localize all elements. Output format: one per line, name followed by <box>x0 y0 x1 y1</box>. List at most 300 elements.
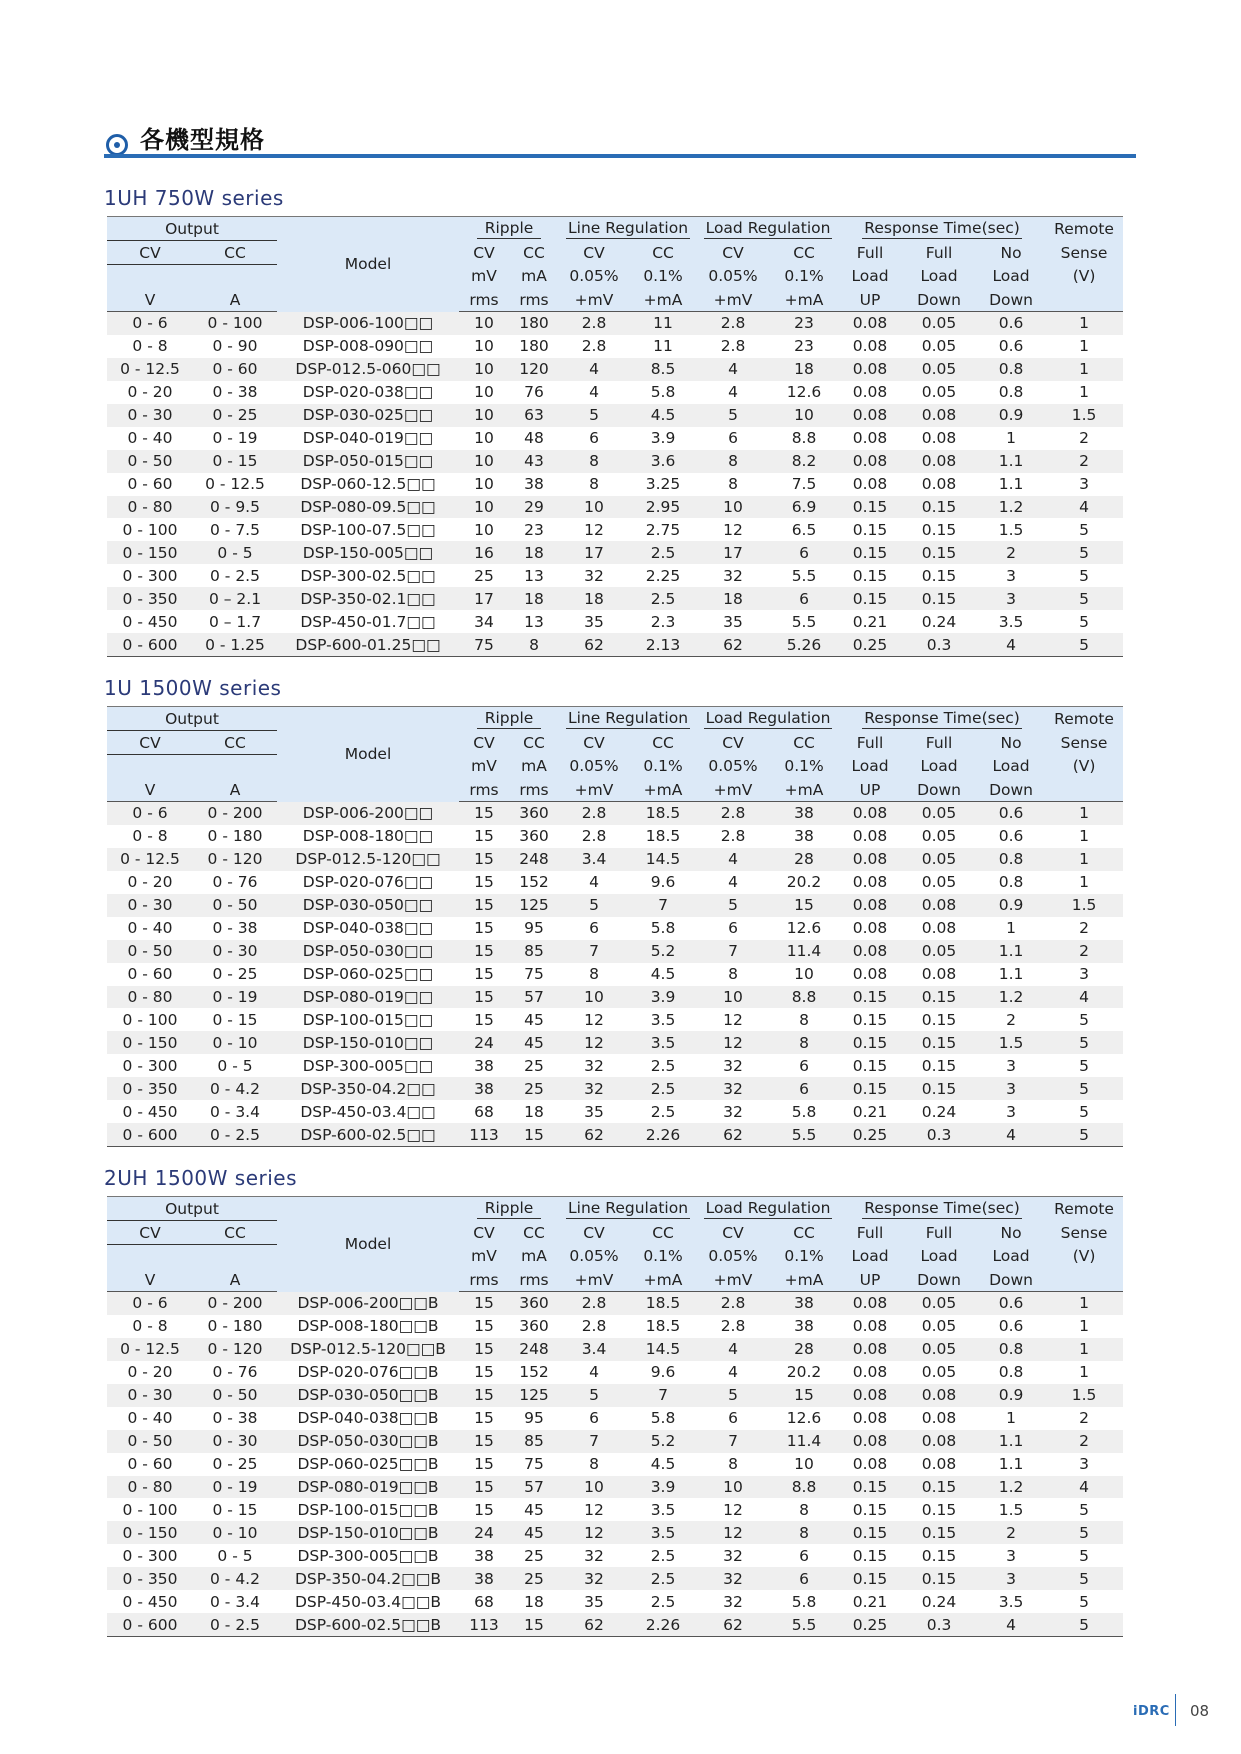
table-row <box>107 848 1123 871</box>
header-ma: mA <box>509 755 559 779</box>
cell-line-reg-cc: 3.25 <box>645 475 681 494</box>
cell-load-reg-cc: 8 <box>769 1521 839 1544</box>
header-line-pct-cv: 0.05% <box>559 755 629 779</box>
cell-line-reg-cv: 5 <box>559 894 629 917</box>
cell-response-no-load-down: 0.6 <box>977 802 1045 825</box>
header-row <box>107 1197 1123 1221</box>
cell-line-reg-cc: 3.9 <box>629 986 697 1009</box>
cell-response-full-up: 0.08 <box>852 1455 888 1474</box>
cell-response-full-up: 0.15 <box>839 1476 901 1499</box>
header-unit-a: A <box>193 778 277 802</box>
header-load-1: Load <box>839 1245 901 1269</box>
cell-output-cc: 0 - 2.5 <box>193 1123 277 1146</box>
table-row <box>107 404 1123 427</box>
cell-ripple-cv: 24 <box>459 1031 509 1054</box>
cell-ripple-cc: 43 <box>509 450 559 473</box>
cell-line-reg-cc: 2.5 <box>629 1567 697 1590</box>
table-row <box>107 894 1123 917</box>
cell-response-full-down: 0.15 <box>921 1056 957 1075</box>
cell-remote-sense: 1 <box>1045 1338 1123 1361</box>
cell-ripple-cc: 360 <box>509 802 559 825</box>
cell-output-cc: 0 - 7.5 <box>210 520 260 539</box>
cell-load-reg-cc: 6.5 <box>791 520 817 539</box>
series-title: 1UH 750W series <box>104 186 284 210</box>
cell-model: DSP-006-200□□ <box>277 802 459 825</box>
header-load-reg-cc: CC <box>769 731 839 755</box>
header-ripple-text: Ripple <box>477 219 542 239</box>
header-model: Model <box>277 1197 459 1292</box>
cell-model: DSP-350-04.2□□B <box>277 1567 459 1590</box>
cell-load-reg-cv: 6 <box>728 429 738 448</box>
header-line-reg-cv: CV <box>559 241 629 265</box>
header-row <box>107 1221 1123 1245</box>
cell-response-no-load-down: 0.8 <box>998 1363 1024 1382</box>
cell-response-no-load-down: 3 <box>1006 1056 1016 1075</box>
series-title: 1U 1500W series <box>104 676 282 700</box>
header-full-1: Full <box>839 241 901 265</box>
cell-response-full-down: 0.05 <box>901 940 977 963</box>
table-row <box>107 358 1123 381</box>
target-bullet-icon <box>106 134 128 156</box>
cell-output-cc: 0 - 120 <box>193 848 277 871</box>
cell-load-reg-cc: 6 <box>799 1546 809 1565</box>
cell-load-reg-cv: 10 <box>697 1476 769 1499</box>
cell-output-cv: 0 - 100 <box>122 520 178 539</box>
cell-line-reg-cv: 32 <box>584 566 604 585</box>
cell-response-full-down: 0.08 <box>921 1409 957 1428</box>
cell-output-cc: 0 - 100 <box>193 312 277 335</box>
cell-line-reg-cc: 18.5 <box>629 1292 697 1315</box>
cell-response-full-down: 0.05 <box>921 873 957 892</box>
cell-ripple-cv: 15 <box>459 848 509 871</box>
cell-response-full-up: 0.08 <box>839 848 901 871</box>
header-load-pct-cc: 0.1% <box>769 755 839 779</box>
cell-model: DSP-020-038□□ <box>302 383 434 402</box>
header-down-2: Down <box>977 778 1045 802</box>
cell-ripple-cv: 17 <box>459 587 509 610</box>
cell-model: DSP-050-015□□ <box>277 450 459 473</box>
cell-response-no-load-down: 1.2 <box>977 496 1045 519</box>
cell-ripple-cv: 15 <box>474 965 494 984</box>
cell-response-full-up: 0.15 <box>852 1010 888 1029</box>
cell-model: DSP-030-050□□ <box>277 894 459 917</box>
cell-load-reg-cc: 6 <box>769 541 839 564</box>
cell-response-full-down: 0.05 <box>901 358 977 381</box>
cell-remote-sense: 1 <box>1079 873 1089 892</box>
cell-response-full-up: 0.08 <box>852 1363 888 1382</box>
header-full-2: Full <box>901 241 977 265</box>
cell-remote-sense: 5 <box>1045 587 1123 610</box>
cell-ripple-cv: 10 <box>459 496 509 519</box>
header-load-plus-mv: +mV <box>697 288 769 312</box>
cell-line-reg-cc: 3.5 <box>650 1500 676 1519</box>
cell-response-full-up: 0.21 <box>852 1592 888 1611</box>
table-row <box>107 564 1123 587</box>
header-mv: mV <box>459 265 509 289</box>
header-output: Output <box>107 1197 277 1221</box>
cell-output-cc: 0 - 50 <box>193 1384 277 1407</box>
cell-ripple-cc: 18 <box>509 541 559 564</box>
header-sense-unit: (V) <box>1045 755 1123 779</box>
cell-output-cv: 0 - 50 <box>107 940 193 963</box>
cell-load-reg-cv: 2.8 <box>720 1317 746 1336</box>
cell-line-reg-cv: 12 <box>584 1500 604 1519</box>
cell-load-reg-cv: 12 <box>723 1500 743 1519</box>
cell-load-reg-cv: 32 <box>723 1102 743 1121</box>
cell-line-reg-cv: 6 <box>589 1409 599 1428</box>
cell-ripple-cv: 68 <box>474 1102 494 1121</box>
header-up: UP <box>839 288 901 312</box>
cell-ripple-cv: 38 <box>459 1567 509 1590</box>
cell-response-full-down: 0.24 <box>921 612 957 631</box>
cell-response-full-down: 0.15 <box>921 1010 957 1029</box>
header-load-2: Load <box>901 265 977 289</box>
cell-response-full-down: 0.05 <box>901 802 977 825</box>
cell-response-full-up: 0.15 <box>839 1031 901 1054</box>
cell-ripple-cv: 15 <box>459 986 509 1009</box>
cell-response-full-down: 0.15 <box>921 520 957 539</box>
cell-ripple-cc: 125 <box>509 894 559 917</box>
cell-load-reg-cc: 5.5 <box>791 612 817 631</box>
header-load-plus-ma: +mA <box>769 288 839 312</box>
cell-model: DSP-450-01.7□□ <box>300 612 436 631</box>
header-unit-v: V <box>107 1268 193 1292</box>
cell-line-reg-cv: 2.8 <box>559 1292 629 1315</box>
header-ma: mA <box>509 265 559 289</box>
cell-response-no-load-down: 3.5 <box>998 1592 1024 1611</box>
cell-ripple-cc: 180 <box>519 337 549 356</box>
header-ripple-cv: CV <box>459 1221 509 1245</box>
cell-response-full-down: 0.05 <box>921 827 957 846</box>
cell-load-reg-cc: 11.4 <box>769 1430 839 1453</box>
cell-line-reg-cc: 7 <box>629 894 697 917</box>
table-body <box>107 802 1123 1147</box>
header-line-reg-cc: CC <box>629 1221 697 1245</box>
cell-response-no-load-down: 3 <box>977 1077 1045 1100</box>
header-load-reg-cc: CC <box>769 1221 839 1245</box>
page-number: 08 <box>1190 1702 1210 1720</box>
header-output: Output <box>107 707 277 731</box>
table-row <box>107 1613 1123 1636</box>
cell-response-no-load-down: 1.1 <box>998 475 1024 494</box>
cell-remote-sense: 2 <box>1079 1409 1089 1428</box>
header-load-1: Load <box>839 755 901 779</box>
cell-response-no-load-down: 3 <box>977 1567 1045 1590</box>
header-load-regulation <box>697 1197 839 1221</box>
cell-line-reg-cc: 2.95 <box>629 496 697 519</box>
cell-output-cc: 0 – 1.7 <box>208 612 262 631</box>
cell-line-reg-cc: 11 <box>653 337 673 356</box>
header-line-pct-cv: 0.05% <box>559 1245 629 1269</box>
table-row <box>107 450 1123 473</box>
header-full-2: Full <box>901 1221 977 1245</box>
cell-line-reg-cv: 2.8 <box>559 802 629 825</box>
cell-output-cc: 0 - 38 <box>212 383 258 402</box>
header-row <box>107 265 1123 289</box>
cell-output-cc: 0 - 30 <box>193 1430 277 1453</box>
header-line-plus-mv: +mV <box>559 288 629 312</box>
cell-line-reg-cv: 18 <box>559 587 629 610</box>
spec-table <box>107 706 1123 1147</box>
cell-remote-sense: 2 <box>1045 940 1123 963</box>
cell-response-no-load-down: 0.9 <box>977 404 1045 427</box>
header-row <box>107 707 1123 731</box>
cell-load-reg-cc: 5.5 <box>769 1613 839 1636</box>
header-load-reg-cc: CC <box>769 241 839 265</box>
cell-response-no-load-down: 1 <box>1006 429 1016 448</box>
cell-response-no-load-down: 0.8 <box>998 873 1024 892</box>
cell-line-reg-cv: 32 <box>559 1077 629 1100</box>
cell-response-full-down: 0.15 <box>901 1031 977 1054</box>
cell-load-reg-cc: 15 <box>769 894 839 917</box>
cell-output-cc: 0 - 9.5 <box>193 496 277 519</box>
cell-ripple-cv: 15 <box>459 894 509 917</box>
cell-line-reg-cc: 5.8 <box>650 1409 676 1428</box>
header-ripple-cc: CC <box>509 241 559 265</box>
header-sense: Sense <box>1045 731 1123 755</box>
header-load-2: Load <box>901 755 977 779</box>
cell-line-reg-cc: 9.6 <box>650 1363 676 1382</box>
cell-load-reg-cc: 6 <box>769 1567 839 1590</box>
header-line-regulation-text: Line Regulation <box>568 218 689 237</box>
cell-remote-sense: 1 <box>1079 383 1089 402</box>
cell-remote-sense: 4 <box>1045 496 1123 519</box>
cell-output-cc: 0 - 15 <box>212 1500 258 1519</box>
cell-ripple-cv: 15 <box>474 873 494 892</box>
cell-line-reg-cv: 2.8 <box>559 312 629 335</box>
cell-output-cc: 0 - 19 <box>193 1476 277 1499</box>
cell-model: DSP-060-12.5□□ <box>300 475 436 494</box>
cell-output-cc: 0 - 180 <box>207 1317 263 1336</box>
cell-model: DSP-040-038□□ <box>302 919 434 938</box>
cell-load-reg-cc: 6 <box>769 587 839 610</box>
cell-model: DSP-150-010□□ <box>277 1031 459 1054</box>
cell-ripple-cv: 10 <box>459 358 509 381</box>
cell-output-cc: 0 - 10 <box>193 1031 277 1054</box>
cell-response-full-up: 0.08 <box>852 475 888 494</box>
cell-load-reg-cc: 38 <box>794 827 814 846</box>
cell-load-reg-cv: 62 <box>697 633 769 656</box>
header-line-pct-cv: 0.05% <box>559 265 629 289</box>
page-header <box>104 118 1136 158</box>
cell-load-reg-cv: 35 <box>723 612 743 631</box>
cell-load-reg-cv: 6 <box>728 1409 738 1428</box>
cell-model: DSP-012.5-120□□ <box>277 848 459 871</box>
header-full-2: Full <box>901 731 977 755</box>
table-row <box>107 917 1123 940</box>
cell-remote-sense: 5 <box>1045 541 1123 564</box>
cell-response-full-up: 0.08 <box>839 940 901 963</box>
table-row <box>107 1384 1123 1407</box>
cell-ripple-cv: 38 <box>474 1056 494 1075</box>
cell-line-reg-cv: 7 <box>559 1430 629 1453</box>
cell-response-full-up: 0.08 <box>839 894 901 917</box>
header-output-cv: CV <box>107 731 193 755</box>
cell-model: DSP-300-005□□B <box>297 1546 439 1565</box>
cell-ripple-cc: 45 <box>509 1031 559 1054</box>
cell-remote-sense: 5 <box>1079 1500 1089 1519</box>
cell-output-cv: 0 - 60 <box>127 1455 173 1474</box>
cell-ripple-cc: 45 <box>524 1500 544 1519</box>
cell-model: DSP-040-019□□ <box>302 429 434 448</box>
table-row <box>107 473 1123 496</box>
cell-load-reg-cc: 12.6 <box>786 383 822 402</box>
table-row <box>107 1100 1123 1123</box>
cell-ripple-cv: 15 <box>459 1292 509 1315</box>
cell-output-cv: 0 - 80 <box>107 986 193 1009</box>
cell-response-full-down: 0.08 <box>921 1455 957 1474</box>
cell-response-full-down: 0.15 <box>921 1500 957 1519</box>
cell-response-no-load-down: 0.8 <box>977 1338 1045 1361</box>
cell-model: DSP-600-02.5□□B <box>277 1613 459 1636</box>
cell-response-full-down: 0.15 <box>901 541 977 564</box>
cell-response-full-down: 0.05 <box>901 1338 977 1361</box>
cell-ripple-cv: 113 <box>459 1613 509 1636</box>
cell-line-reg-cv: 12 <box>559 1521 629 1544</box>
header-output-cc: CC <box>193 241 277 265</box>
table-row <box>107 825 1123 848</box>
header-line-reg-cc: CC <box>629 241 697 265</box>
cell-ripple-cc: 45 <box>509 1521 559 1544</box>
cell-output-cv: 0 - 450 <box>122 1592 178 1611</box>
table-row <box>107 541 1123 564</box>
cell-line-reg-cc: 4.5 <box>629 404 697 427</box>
cell-ripple-cv: 15 <box>474 1455 494 1474</box>
cell-response-no-load-down: 1.1 <box>977 940 1045 963</box>
header-ripple-cc: CC <box>509 731 559 755</box>
header-load-plus-mv: +mV <box>697 778 769 802</box>
cell-line-reg-cc: 2.5 <box>650 1056 676 1075</box>
cell-response-no-load-down: 1 <box>1006 919 1016 938</box>
header-remote-blank <box>1045 288 1123 312</box>
cell-response-full-down: 0.15 <box>901 1077 977 1100</box>
cell-line-reg-cc: 18.5 <box>645 827 681 846</box>
header-down-2: Down <box>977 1268 1045 1292</box>
header-blank <box>107 755 277 779</box>
table-header <box>107 217 1123 312</box>
table-row <box>107 335 1123 358</box>
cell-line-reg-cc: 2.3 <box>650 612 676 631</box>
header-full-1: Full <box>839 731 901 755</box>
cell-output-cv: 0 - 20 <box>127 1363 173 1382</box>
cell-line-reg-cc: 8.5 <box>629 358 697 381</box>
cell-model: DSP-020-076□□ <box>302 873 434 892</box>
cell-model: DSP-030-050□□B <box>277 1384 459 1407</box>
cell-response-full-down: 0.08 <box>921 919 957 938</box>
cell-response-full-down: 0.15 <box>901 496 977 519</box>
cell-ripple-cv: 38 <box>459 1077 509 1100</box>
cell-response-no-load-down: 0.6 <box>977 312 1045 335</box>
cell-load-reg-cv: 8 <box>728 965 738 984</box>
cell-response-full-up: 0.15 <box>852 1500 888 1519</box>
cell-output-cv: 0 - 600 <box>107 1613 193 1636</box>
cell-output-cv: 0 - 30 <box>107 894 193 917</box>
cell-response-no-load-down: 2 <box>1006 1010 1016 1029</box>
cell-load-reg-cv: 32 <box>723 1546 743 1565</box>
table-header <box>107 1197 1123 1292</box>
cell-line-reg-cc: 7 <box>629 1384 697 1407</box>
cell-line-reg-cv: 3.4 <box>559 1338 629 1361</box>
cell-response-full-down: 0.05 <box>921 383 957 402</box>
table-row <box>107 1123 1123 1146</box>
header-down-1: Down <box>901 1268 977 1292</box>
cell-line-reg-cc: 14.5 <box>629 1338 697 1361</box>
cell-ripple-cc: 180 <box>509 312 559 335</box>
cell-remote-sense: 5 <box>1079 1056 1089 1075</box>
cell-output-cv: 0 - 12.5 <box>107 848 193 871</box>
cell-response-no-load-down: 3 <box>1006 566 1016 585</box>
header-down-1: Down <box>901 288 977 312</box>
header-ripple-text: Ripple <box>477 709 542 729</box>
cell-response-full-up: 0.08 <box>852 873 888 892</box>
header-rms-2: rms <box>509 1268 559 1292</box>
cell-line-reg-cv: 8 <box>559 450 629 473</box>
table-row <box>107 1407 1123 1430</box>
header-load-reg-cv: CV <box>697 731 769 755</box>
header-load-3: Load <box>977 1245 1045 1269</box>
cell-load-reg-cc: 8 <box>769 1031 839 1054</box>
cell-response-full-up: 0.15 <box>852 520 888 539</box>
cell-response-no-load-down: 4 <box>977 1123 1045 1146</box>
header-ripple <box>459 707 559 731</box>
cell-response-full-up: 0.08 <box>839 312 901 335</box>
cell-ripple-cv: 10 <box>474 429 494 448</box>
spec-table <box>107 1196 1123 1637</box>
cell-output-cv: 0 - 40 <box>127 429 173 448</box>
cell-response-full-down: 0.05 <box>901 848 977 871</box>
header-line-regulation-text: Line Regulation <box>568 1198 689 1217</box>
cell-ripple-cc: 18 <box>509 587 559 610</box>
cell-line-reg-cv: 7 <box>559 940 629 963</box>
cell-load-reg-cv: 2.8 <box>697 312 769 335</box>
cell-model: DSP-008-180□□ <box>302 827 434 846</box>
cell-output-cv: 0 - 300 <box>122 1056 178 1075</box>
header-response-time-text: Response Time(sec) <box>864 1198 1020 1217</box>
cell-output-cc: 0 - 15 <box>193 450 277 473</box>
cell-load-reg-cc: 10 <box>769 404 839 427</box>
cell-line-reg-cc: 14.5 <box>629 848 697 871</box>
cell-ripple-cc: 120 <box>509 358 559 381</box>
table-header <box>107 707 1123 802</box>
cell-ripple-cc: 18 <box>524 1102 544 1121</box>
cell-response-no-load-down: 2 <box>977 1521 1045 1544</box>
cell-ripple-cc: 85 <box>509 1430 559 1453</box>
cell-remote-sense: 5 <box>1045 1077 1123 1100</box>
cell-response-no-load-down: 0.6 <box>998 1317 1024 1336</box>
cell-line-reg-cv: 17 <box>559 541 629 564</box>
cell-ripple-cv: 15 <box>459 1338 509 1361</box>
cell-line-reg-cv: 2.8 <box>581 1317 607 1336</box>
cell-line-reg-cc: 3.6 <box>629 450 697 473</box>
cell-load-reg-cc: 8.8 <box>769 1476 839 1499</box>
cell-ripple-cc: 38 <box>524 475 544 494</box>
cell-model: DSP-060-025□□ <box>302 965 434 984</box>
cell-model: DSP-150-005□□ <box>277 541 459 564</box>
cell-output-cc: 0 - 12.5 <box>205 475 265 494</box>
cell-model: DSP-006-200□□B <box>277 1292 459 1315</box>
cell-load-reg-cc: 15 <box>769 1384 839 1407</box>
cell-load-reg-cv: 62 <box>697 1613 769 1636</box>
cell-load-reg-cc: 8.8 <box>791 429 817 448</box>
table-row <box>107 940 1123 963</box>
cell-response-full-up: 0.15 <box>839 1521 901 1544</box>
cell-output-cv: 0 - 450 <box>122 612 178 631</box>
cell-output-cc: 0 - 180 <box>207 827 263 846</box>
header-response-time-text: Response Time(sec) <box>864 708 1020 727</box>
cell-output-cc: 0 – 2.1 <box>193 587 277 610</box>
cell-ripple-cv: 68 <box>474 1592 494 1611</box>
cell-response-no-load-down: 1.2 <box>977 1476 1045 1499</box>
